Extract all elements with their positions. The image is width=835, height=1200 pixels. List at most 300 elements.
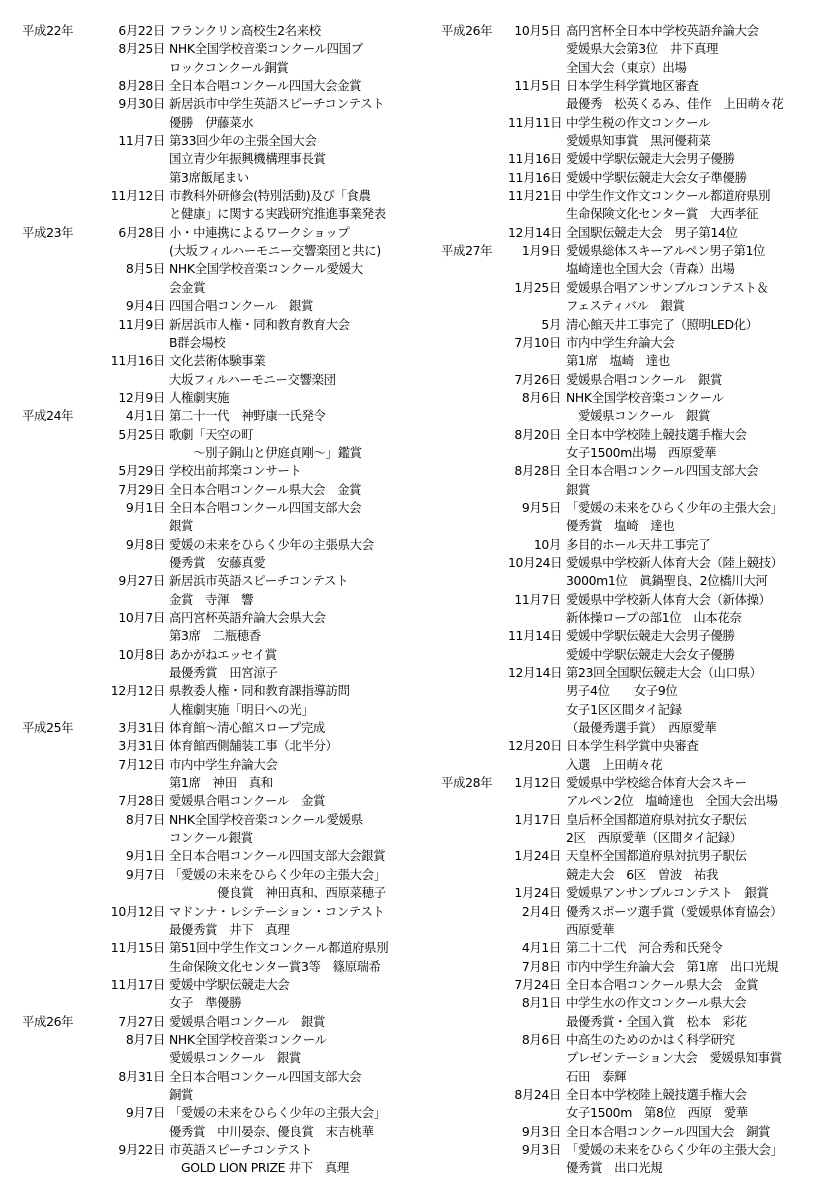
- event-text: 全日本中学校陸上競技選手権大会: [566, 1086, 747, 1102]
- year-cell: [441, 591, 508, 609]
- event-text: 入選 上田萌々花: [566, 756, 663, 772]
- event-text: 最優秀賞・全国入賞 松本 彩花: [566, 1013, 747, 1029]
- chronology-row: [22, 316, 422, 334]
- date-cell: 11月5日: [514, 78, 561, 94]
- year-cell: [441, 976, 508, 994]
- year-cell: [441, 517, 508, 535]
- year-cell: [22, 866, 94, 884]
- year-cell: 平成24年: [22, 408, 74, 424]
- year-cell: [441, 114, 508, 132]
- event-text: フランクリン高校生2名来校: [169, 23, 321, 38]
- year-cell: [22, 682, 94, 700]
- event-text: 愛媛県合唱アンサンブルコンテスト＆: [566, 279, 769, 295]
- event-text: 全日本合唱コンクール県大会 金賞: [566, 976, 759, 992]
- event-text: 3000m1位 眞鍋聖良、2位橋川大河: [566, 573, 768, 589]
- chronology-row: [22, 297, 422, 315]
- chronology-row: [22, 334, 422, 352]
- event-text: 愛媛の未来をひらく少年の主張県大会: [169, 536, 374, 552]
- event-text: 石田 泰輝: [566, 1068, 627, 1084]
- event-text: 会金賞: [169, 279, 206, 295]
- year-cell: [22, 792, 94, 810]
- date-cell: 9月27日: [118, 573, 165, 589]
- event-text: 第二十一代 神野康一氏発令: [169, 408, 326, 424]
- date-cell: 11月21日: [508, 188, 563, 204]
- year-cell: [22, 242, 94, 260]
- event-text: 優秀スポーツ選手賞（愛媛県体育協会）: [566, 903, 783, 919]
- date-cell: [508, 829, 566, 847]
- year-cell: [22, 774, 94, 792]
- year-cell: [22, 1104, 94, 1122]
- chronology-row: [441, 958, 826, 976]
- event-text: 最優秀 松英くるみ、佳作 上田萌々花: [566, 96, 784, 112]
- chronology-row: [22, 242, 422, 260]
- event-text: 市内中学生弁論大会 第1席 出口光規: [566, 958, 779, 974]
- year-cell: [441, 297, 508, 315]
- date-cell: 5月29日: [118, 463, 165, 479]
- year-cell: [441, 609, 508, 627]
- chronology-right-column: [441, 22, 826, 1178]
- date-cell: 12月14日: [508, 665, 563, 681]
- year-cell: [22, 1031, 94, 1049]
- chronology-row: [441, 481, 826, 499]
- year-cell: [441, 884, 508, 902]
- year-cell: [22, 334, 94, 352]
- date-cell: 10月5日: [514, 23, 561, 38]
- event-text: マドンナ・レシテーション・コンテスト: [169, 903, 385, 919]
- year-cell: [441, 921, 508, 939]
- chronology-row: [22, 40, 422, 58]
- chronology-row: [441, 187, 826, 205]
- chronology-row: [441, 903, 826, 921]
- chronology-row: [22, 462, 422, 480]
- chronology-row: [441, 609, 826, 627]
- event-text: 市教科外研修会(特別活動)及び「食農: [169, 188, 371, 204]
- chronology-row: [441, 994, 826, 1012]
- chronology-row: [441, 756, 826, 774]
- year-cell: [441, 719, 508, 737]
- date-cell: 7月28日: [118, 793, 165, 809]
- chronology-row: [441, 884, 826, 902]
- chronology-row: [22, 22, 422, 40]
- chronology-row: [22, 132, 422, 150]
- year-cell: [22, 939, 94, 957]
- date-cell: 7月27日: [118, 1013, 165, 1029]
- chronology-row: [441, 279, 826, 297]
- chronology-row: [441, 811, 826, 829]
- chronology-row: [441, 1013, 826, 1031]
- date-cell: [508, 95, 566, 113]
- event-text: 体育館西側舗装工事（北半分）: [169, 738, 338, 754]
- event-text: 生命保険文化センター賞 大西孝征: [566, 206, 759, 222]
- year-cell: [22, 847, 94, 865]
- date-cell: 5月25日: [118, 426, 165, 442]
- year-cell: [441, 371, 508, 389]
- chronology-row: [22, 719, 422, 737]
- chronology-row: [441, 114, 826, 132]
- chronology-row: [22, 224, 422, 242]
- date-cell: [508, 646, 566, 664]
- year-cell: [22, 150, 94, 168]
- chronology-row: [441, 169, 826, 187]
- date-cell: 10月: [533, 536, 561, 552]
- chronology-row: [22, 77, 422, 95]
- chronology-row: [441, 150, 826, 168]
- year-cell: [441, 1086, 508, 1104]
- date-cell: [508, 40, 566, 58]
- date-cell: 12月12日: [110, 683, 190, 699]
- event-text: 最優秀賞 井下 真理: [169, 921, 290, 937]
- year-cell: [441, 664, 508, 682]
- event-text: 愛媛県中学校新人体育大会（新体操）: [566, 591, 771, 607]
- date-cell: 11月14日: [508, 628, 563, 644]
- chronology-row: [22, 646, 422, 664]
- year-cell: [441, 847, 508, 865]
- event-text: 銀賞: [169, 518, 194, 534]
- year-cell: 平成26年: [441, 23, 493, 38]
- chronology-row: [22, 866, 422, 884]
- event-text: 愛媛中学駅伝競走大会男子優勝: [566, 151, 735, 167]
- event-text: 皇后杯全国都道府県対抗女子駅伝: [566, 811, 747, 827]
- event-text: 塩崎達也全国大会（青森）出場: [566, 261, 735, 277]
- chronology-row: [441, 627, 826, 645]
- date-cell: [94, 242, 169, 260]
- event-text: 第1席 神田 真和: [169, 775, 273, 791]
- chronology-row: [22, 260, 422, 278]
- year-cell: [441, 334, 508, 352]
- chronology-row: [441, 334, 826, 352]
- chronology-row: [22, 352, 422, 370]
- chronology-row: [441, 352, 826, 370]
- event-text: 中高生のためのかはく科学研究: [566, 1031, 735, 1047]
- date-cell: 9月7日: [125, 866, 165, 882]
- date-cell: 2月4日: [521, 903, 561, 919]
- event-text: 愛媛県知事賞 黒河優莉菜: [566, 133, 711, 149]
- chronology-row: [441, 939, 826, 957]
- year-cell: [441, 958, 508, 976]
- date-cell: 1月24日: [514, 885, 561, 901]
- date-cell: 9月8日: [125, 536, 165, 552]
- chronology-row: [22, 572, 422, 590]
- chronology-row: [22, 150, 422, 168]
- chronology-row: [441, 95, 826, 113]
- event-text: 「愛媛の未来をひらく少年の主張大会」: [169, 866, 386, 882]
- event-text: 優秀賞 安藤真愛: [169, 554, 266, 570]
- event-text: 県教委人権・同和教育課指導訪問: [169, 683, 350, 699]
- event-text: 人権劇実施: [169, 389, 230, 405]
- date-cell: [508, 205, 566, 223]
- date-cell: [508, 921, 566, 939]
- date-cell: 8月28日: [118, 78, 165, 94]
- year-cell: [441, 444, 508, 462]
- chronology-row: [441, 389, 826, 407]
- year-cell: [22, 903, 94, 921]
- year-cell: [22, 352, 94, 370]
- chronology-row: [441, 719, 826, 737]
- event-text: （最優秀選手賞） 西原愛華: [566, 720, 717, 736]
- date-cell: 1月25日: [514, 279, 561, 295]
- event-text: 第1席 塩崎 達也: [566, 353, 670, 369]
- date-cell: 1月9日: [521, 243, 561, 259]
- year-cell: [441, 1141, 508, 1159]
- year-cell: [22, 958, 94, 976]
- event-text: 大坂フィルハーモニー交響楽団: [169, 371, 336, 387]
- year-cell: [22, 554, 94, 572]
- event-text: 愛媛中学駅伝競走大会: [169, 976, 290, 992]
- date-cell: [508, 701, 566, 719]
- event-text: 第3席飯尾まい: [169, 169, 249, 185]
- date-cell: [508, 792, 566, 810]
- event-text: 清心館天井工事完了（照明LED化）: [566, 316, 758, 332]
- chronology-row: [22, 169, 422, 187]
- event-text: 金賞 寺渾 響: [169, 591, 254, 607]
- event-text: 中学生税の作文コンクール: [566, 114, 710, 130]
- year-cell: [22, 40, 94, 58]
- year-cell: [22, 517, 94, 535]
- event-text: 愛媛県大会第3位 井下真理: [566, 41, 719, 57]
- date-cell: [508, 481, 566, 499]
- chronology-row: [22, 903, 422, 921]
- year-cell: [441, 352, 508, 370]
- year-cell: [441, 1031, 508, 1049]
- year-cell: [22, 426, 94, 444]
- year-cell: [22, 260, 94, 278]
- year-cell: [441, 866, 508, 884]
- chronology-row: [22, 481, 422, 499]
- year-cell: [441, 1123, 508, 1141]
- chronology-row: [22, 847, 422, 865]
- chronology-row: [441, 774, 826, 792]
- date-cell: [94, 114, 169, 132]
- event-text: 愛媛県アンサンブルコンテスト 銀賞: [566, 885, 769, 901]
- chronology-row: [22, 627, 422, 645]
- year-cell: [441, 811, 508, 829]
- year-cell: [441, 407, 508, 425]
- chronology-row: [441, 572, 826, 590]
- date-cell: [94, 664, 169, 682]
- year-cell: [22, 994, 94, 1012]
- date-cell: [94, 1123, 169, 1141]
- chronology-row: [22, 792, 422, 810]
- year-cell: [441, 279, 508, 297]
- year-cell: [441, 903, 508, 921]
- date-cell: [94, 1086, 169, 1104]
- event-text: 市内中学生弁論大会: [566, 334, 675, 350]
- year-cell: [441, 426, 508, 444]
- event-text: 高円宮杯全日本中学校英語弁論大会: [566, 23, 759, 38]
- date-cell: 8月24日: [514, 1086, 561, 1102]
- date-cell: [508, 719, 566, 737]
- year-cell: [22, 187, 94, 205]
- date-cell: 8月31日: [118, 1068, 165, 1084]
- chronology-row: [441, 1123, 826, 1141]
- year-cell: [441, 40, 508, 58]
- event-text: フェスティバル 銀賞: [566, 298, 685, 314]
- event-text: 人権劇実施「明日への光」: [169, 701, 314, 717]
- chronology-row: [22, 921, 422, 939]
- date-cell: 10月8日: [118, 646, 165, 662]
- event-text: 小・中連携によるワークショップ: [169, 224, 350, 240]
- year-cell: [441, 682, 508, 700]
- year-cell: [441, 572, 508, 590]
- date-cell: [94, 774, 169, 792]
- year-cell: [22, 536, 94, 554]
- event-text: 新居浜市英語スピーチコンテスト: [169, 573, 349, 589]
- event-text: 全日本合唱コンクール四国支部大会: [566, 463, 759, 479]
- chronology-row: [441, 536, 826, 554]
- event-text: 天皇杯全国都道府県対抗男子駅伝: [566, 848, 747, 864]
- year-cell: [22, 976, 94, 994]
- date-cell: 8月5日: [125, 261, 165, 277]
- date-cell: 3月31日: [118, 720, 165, 736]
- year-cell: 平成22年: [22, 23, 74, 38]
- chronology-row: [441, 59, 826, 77]
- event-text: 中学生作文作文コンクール都道府県別: [566, 188, 771, 204]
- event-text: 全国駅伝競走大会 男子第14位: [566, 224, 738, 240]
- date-cell: 7月10日: [514, 334, 561, 350]
- chronology-row: [22, 976, 422, 994]
- year-cell: [441, 132, 508, 150]
- chronology-row: [22, 958, 422, 976]
- year-cell: [441, 499, 508, 517]
- event-text: 体育館～清心館スロープ完成: [169, 720, 325, 736]
- year-cell: [22, 737, 94, 755]
- chronology-row: [441, 444, 826, 462]
- event-text: 全日本合唱コンクール県大会 金賞: [169, 481, 362, 497]
- year-cell: [441, 205, 508, 223]
- date-cell: 1月12日: [514, 775, 561, 791]
- chronology-row: [22, 701, 422, 719]
- event-text: 優秀賞 中川晏奈、優良賞 末吉桃華: [169, 1123, 374, 1139]
- chronology-row: [22, 279, 422, 297]
- year-cell: [441, 701, 508, 719]
- date-cell: [94, 829, 169, 847]
- chronology-row: [441, 462, 826, 480]
- chronology-row: [441, 866, 826, 884]
- year-cell: [22, 627, 94, 645]
- event-text: 文化芸術体験事業: [169, 353, 266, 369]
- event-text: 歌劇「天空の町: [169, 426, 254, 442]
- chronology-row: [441, 664, 826, 682]
- date-cell: 7月12日: [118, 756, 165, 772]
- date-cell: [94, 205, 169, 223]
- year-cell: [441, 737, 508, 755]
- chronology-row: [441, 517, 826, 535]
- event-text: B群会場校: [169, 334, 226, 350]
- date-cell: [94, 958, 169, 976]
- date-cell: 1月24日: [514, 848, 561, 864]
- date-cell: 9月1日: [125, 848, 165, 864]
- chronology-row: [22, 756, 422, 774]
- date-cell: 9月7日: [125, 1105, 165, 1121]
- year-cell: [22, 481, 94, 499]
- chronology-row: [22, 811, 422, 829]
- chronology-row: [22, 536, 422, 554]
- event-text: 全日本合唱コンクール四国支部大会: [169, 1068, 362, 1084]
- event-text: 多目的ホール天井工事完了: [566, 536, 711, 552]
- date-cell: 9月4日: [125, 298, 165, 314]
- date-cell: 8月6日: [521, 389, 561, 405]
- chronology-row: [22, 517, 422, 535]
- event-text: 四国合唱コンクール 銀賞: [169, 298, 313, 314]
- chronology-row: [441, 224, 826, 242]
- chronology-row: [441, 591, 826, 609]
- year-cell: [441, 59, 508, 77]
- year-cell: [441, 1104, 508, 1122]
- chronology-row: [441, 737, 826, 755]
- chronology-row: [22, 205, 422, 223]
- event-text: 優良賞 神田真和、西原菜穂子: [169, 885, 386, 901]
- year-cell: [22, 701, 94, 719]
- date-cell: [94, 334, 169, 352]
- chronology-row: [441, 701, 826, 719]
- event-text: 銅賞: [169, 1086, 194, 1102]
- date-cell: [508, 1049, 566, 1067]
- year-cell: [441, 994, 508, 1012]
- year-cell: [22, 1159, 94, 1177]
- year-cell: [22, 1068, 94, 1086]
- year-cell: [441, 1068, 508, 1086]
- chronology-row: [441, 1049, 826, 1067]
- event-text: 第51回中学生作文コンクール都道府県別: [169, 940, 389, 956]
- chronology-row: [22, 664, 422, 682]
- chronology-left-column: [22, 22, 422, 1178]
- chronology-row: [441, 297, 826, 315]
- event-text: 「愛媛の未来をひらく少年の主張大会」: [566, 499, 783, 515]
- date-cell: [94, 554, 169, 572]
- chronology-row: [22, 1159, 422, 1177]
- year-cell: [22, 1123, 94, 1141]
- chronology-row: [441, 1068, 826, 1086]
- date-cell: [94, 169, 169, 187]
- event-text: 生命保険文化センター賞3等 篠原瑞希: [169, 958, 381, 974]
- year-cell: [22, 811, 94, 829]
- chronology-row: [441, 1104, 826, 1122]
- chronology-row: [22, 407, 422, 425]
- date-cell: [94, 921, 169, 939]
- year-cell: [22, 1086, 94, 1104]
- date-cell: [508, 352, 566, 370]
- year-cell: [441, 792, 508, 810]
- date-cell: 11月16日: [110, 353, 165, 369]
- date-cell: 11月16日: [508, 169, 563, 185]
- chronology-row: [441, 426, 826, 444]
- date-cell: 8月20日: [514, 426, 561, 442]
- chronology-row: [441, 847, 826, 865]
- event-text: 全日本合唱コンクール四国大会金賞: [169, 78, 362, 94]
- date-cell: 6月28日: [118, 224, 165, 240]
- event-text: 愛媛県合唱コンクール 金賞: [169, 793, 326, 809]
- chronology-row: [441, 316, 826, 334]
- event-text: 男子4位 女子9位: [566, 683, 678, 699]
- year-cell: [22, 884, 94, 902]
- event-text: 愛媛県コンクール 銀賞: [169, 1050, 301, 1066]
- chronology-row: [441, 646, 826, 664]
- date-cell: 11月12日: [110, 188, 165, 204]
- event-text: GOLD LION PRIZE 井下 真理: [169, 1160, 349, 1176]
- event-text: 「愛媛の未来をひらく少年の主張大会」: [169, 1105, 386, 1121]
- event-text: 第23回全国駅伝競走大会（山口県）: [566, 665, 762, 681]
- event-text: 西原愛華: [566, 921, 615, 937]
- event-text: 女子1500m 第8位 西原 愛華: [566, 1105, 748, 1121]
- chronology-row: [441, 1031, 826, 1049]
- event-text: 日本学生科学賞中央審査: [566, 738, 699, 754]
- date-cell: [94, 279, 169, 297]
- chronology-row: [22, 1049, 422, 1067]
- year-cell: [441, 462, 508, 480]
- year-cell: [22, 132, 94, 150]
- chronology-row: [22, 1141, 422, 1159]
- event-text: 女子 準優勝: [169, 995, 242, 1011]
